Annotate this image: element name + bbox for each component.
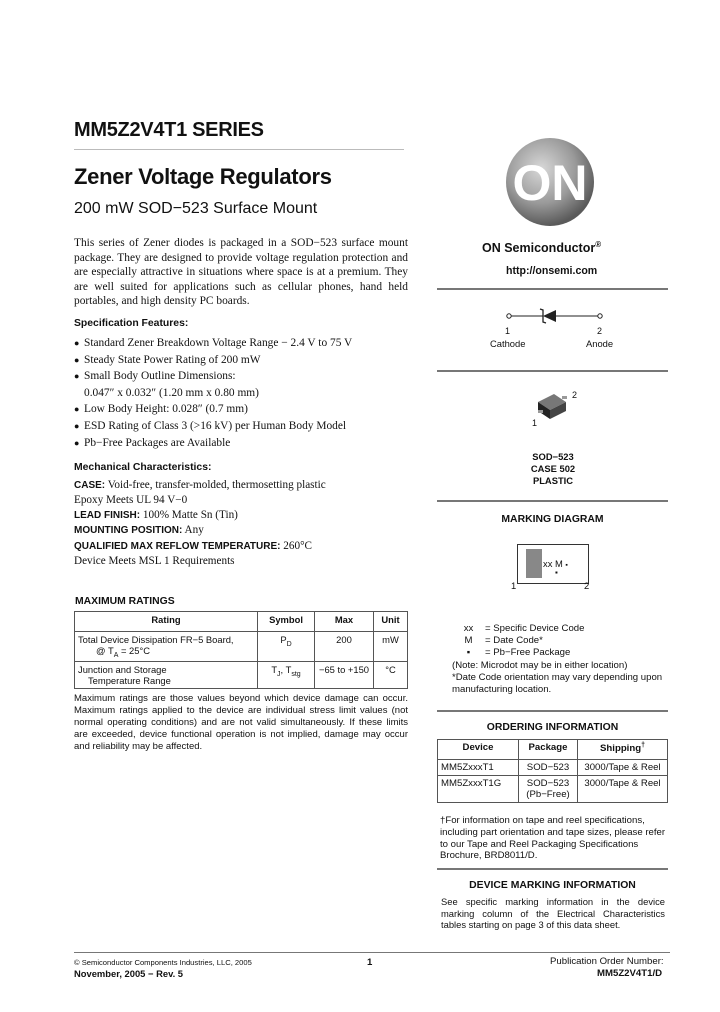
column-header: Package <box>519 740 578 760</box>
title-divider <box>74 149 404 150</box>
max-ratings-table <box>74 611 408 689</box>
mech-msl: Device Meets MSL 1 Requirements <box>74 555 235 568</box>
table-row <box>438 760 668 776</box>
package-cell: SOD−523 (Pb−Free) <box>519 776 578 803</box>
mech-reflow: QUALIFIED MAX REFLOW TEMPERATURE: 260°C <box>74 539 312 552</box>
company-name: ON Semiconductor® <box>482 240 602 256</box>
bullet-icon: ● <box>74 371 80 382</box>
spec-features-heading: Specification Features: <box>74 318 189 329</box>
device-marking-text: See specific marking information in the device marking column of the Electrical Characteristics tables starting on page 3 of this data sheet. <box>441 896 665 931</box>
list-item: ● Pb−Free Packages are Available <box>74 435 408 452</box>
list-item: ● Steady State Power Rating of 200 mW <box>74 352 408 369</box>
legend-row: M = Date Code* <box>464 635 543 647</box>
list-item: ● ESD Rating of Class 3 (>16 kV) per Human Body Model <box>74 418 408 435</box>
mech-case: CASE: Void-free, transfer-molded, thermosetting plastic <box>74 479 326 491</box>
package-name: SOD−523 CASE 502 PLASTIC <box>530 451 576 486</box>
microdot-note: (Note: Microdot may be in either location) <box>452 659 628 671</box>
unit-cell: mW <box>374 632 408 662</box>
anode-label: Anode <box>586 338 614 349</box>
max-ratings-heading: MAXIMUM RATINGS <box>75 596 175 607</box>
rating-cell: Total Device Dissipation FR−5 Board, @ $T_A = 25^\circ C$ <box>75 632 258 662</box>
spec-features-list <box>74 335 408 451</box>
column-header: Shipping† <box>578 740 668 760</box>
column-header: Unit <box>374 612 408 632</box>
symbol-cell: $P_D$ <box>258 632 315 662</box>
legend-row: ▪ = Pb−Free Package <box>466 647 571 659</box>
marking-code: xx M ▪ <box>543 558 568 569</box>
table-header-row <box>438 740 668 760</box>
ordering-info-heading: ORDERING INFORMATION <box>486 722 619 733</box>
ordering-table <box>437 739 668 803</box>
bullet-icon: ● <box>74 437 80 448</box>
symbol-cell: $T_J$, $T_{stg}$ <box>258 661 315 688</box>
zener-diode-symbol-icon <box>480 300 640 340</box>
legend-row: xx = Specific Device Code <box>463 623 585 634</box>
publication-number: MM5Z2V4T1/D <box>597 968 663 979</box>
cathode-band <box>526 549 542 578</box>
on-semi-logo <box>492 137 608 227</box>
page-subtitle: 200 mW SOD−523 Surface Mount <box>74 200 318 217</box>
bullet-icon: ● <box>74 420 80 431</box>
ordering-note: †For information on tape and reel specifications, including part orientation and tape sizes, please refer to our Tape and Reel Packaging Specifications Brochure, BRD8011/D. <box>440 815 666 862</box>
package-cell: SOD−523 <box>519 760 578 776</box>
column-header: Max <box>315 612 374 632</box>
bullet-icon: ● <box>74 338 80 348</box>
intro-paragraph: This series of Zener diodes is packaged in a SOD−523 surface mount package. They are designed to provide voltage regulation protection and are especially attractive in situations where space is at a premium. They are well suited for applications such as cellular phones, hand held portables, and high density PC boards. <box>74 237 408 308</box>
website-link[interactable]: http://onsemi.com <box>506 265 598 277</box>
marking-pin1-label: 1 <box>511 580 517 591</box>
device-marking-heading: DEVICE MARKING INFORMATION <box>469 880 636 891</box>
right-divider <box>437 500 668 502</box>
column-header: Device <box>438 740 519 760</box>
max-ratings-note: Maximum ratings are those values beyond which device damage can occur. Maximum ratings applied to the device are individual stress limit values (not normal operating conditions) and are not valid simultaneously. If these limits are exceeded, device functional operation is not implied, damage may occur and reliability may be affected. <box>74 693 408 752</box>
svg-text:ON: ON <box>512 155 588 211</box>
svg-text:1: 1 <box>532 418 538 428</box>
column-header: Rating <box>75 612 258 632</box>
shipping-cell: 3000/Tape & Reel <box>578 776 668 803</box>
column-header: Symbol <box>258 612 315 632</box>
shipping-cell: 3000/Tape & Reel <box>578 760 668 776</box>
right-divider <box>437 710 668 712</box>
mech-char-heading: Mechanical Characteristics: <box>74 462 212 473</box>
diode-pin2-label: 2 <box>597 326 603 336</box>
mech-mounting: MOUNTING POSITION: Any <box>74 524 204 537</box>
right-divider <box>437 370 668 372</box>
rating-cell: Junction and Storage Temperature Range <box>75 661 258 688</box>
cathode-label: Cathode <box>490 338 526 349</box>
list-item: ● Standard Zener Breakdown Voltage Range − 2.4 V to 75 V <box>74 335 408 352</box>
table-row <box>75 661 408 688</box>
right-divider <box>437 868 668 870</box>
mech-epoxy: Epoxy Meets UL 94 V−0 <box>74 494 188 507</box>
list-item: ● Low Body Height: 0.028″ (0.7 mm) <box>74 401 408 418</box>
device-cell: MM5ZxxxT1 <box>438 760 519 776</box>
right-divider <box>437 288 668 290</box>
page-title: Zener Voltage Regulators <box>74 164 332 189</box>
dims-line: 0.047″ x 0.032″ (1.20 mm x 0.80 mm) <box>84 386 259 399</box>
page-number: 1 <box>367 957 373 968</box>
unit-cell: °C <box>374 661 408 688</box>
series-title: MM5Z2V4T1 SERIES <box>74 119 264 141</box>
sod523-package-icon <box>528 386 578 428</box>
device-cell: MM5ZxxxT1G <box>438 776 519 803</box>
bullet-icon: ● <box>74 354 80 365</box>
bullet-icon: ● <box>74 404 80 415</box>
date-code-note: *Date Code orientation may vary depending upon manufacturing location. <box>452 671 663 696</box>
svg-text:2: 2 <box>572 390 578 400</box>
table-header-row <box>75 612 408 632</box>
table-row <box>75 632 408 662</box>
publication-label: Publication Order Number: <box>550 956 664 967</box>
marking-diagram-heading: MARKING DIAGRAM <box>501 514 604 525</box>
table-row <box>438 776 668 803</box>
copyright: © Semiconductor Components Industries, LLC, 2005 <box>74 958 252 967</box>
date-revision: November, 2005 − Rev. 5 <box>74 968 184 979</box>
list-item: ● Small Body Outline Dimensions: 0.047″ x 0.032″ (1.20 mm x 0.80 mm) <box>74 370 259 399</box>
mech-char-list <box>74 478 408 568</box>
max-cell: −65 to +150 <box>315 661 374 688</box>
marking-pin2-label: 2 <box>584 580 590 591</box>
mech-lead-finish: LEAD FINISH: 100% Matte Sn (Tin) <box>74 508 238 521</box>
max-cell: 200 <box>315 632 374 662</box>
footer-divider <box>74 952 670 953</box>
marking-legend <box>452 623 682 696</box>
microdot-icon: ▪ <box>555 568 558 577</box>
diode-pin1-label: 1 <box>505 326 511 336</box>
